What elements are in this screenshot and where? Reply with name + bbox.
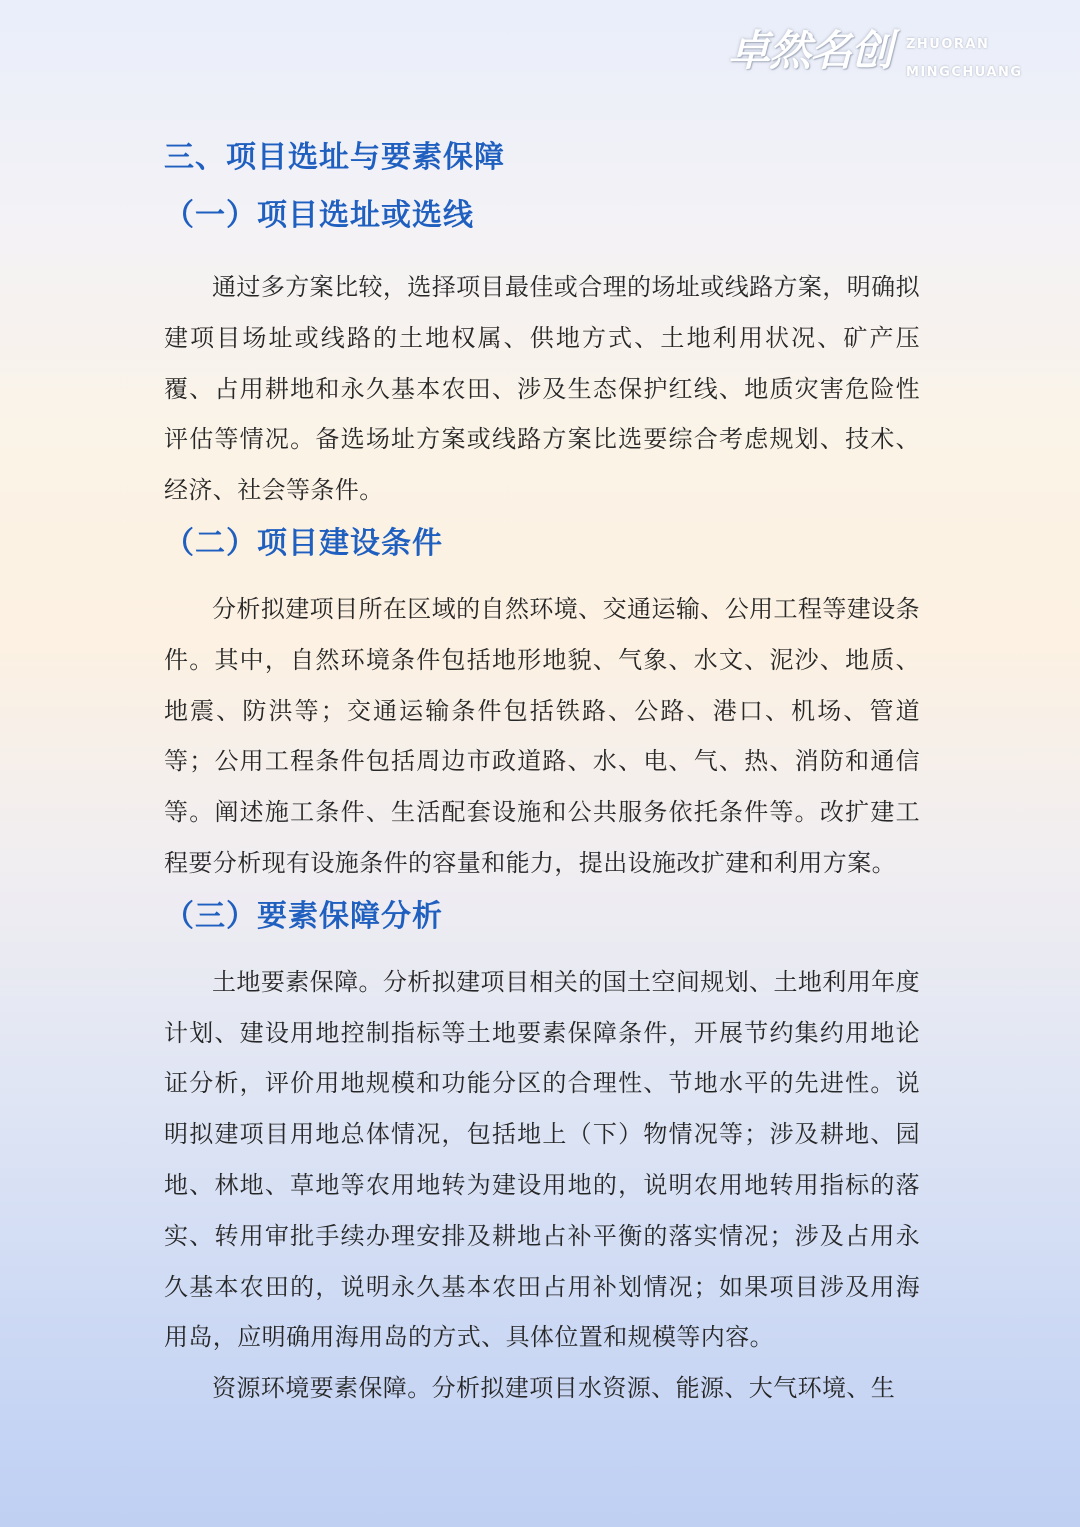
section-title: 三、项目选址与要素保障 (164, 140, 505, 175)
paragraph-construction-conditions: 分析拟建项目所在区域的自然环境、交通运输、公用工程等建设条件。其中，自然环境条件包括地形地貌、气象、水文、泥沙、地质、地震、防洪等；交通运输条件包括铁路、公路、港口、机场、管道等；公用工程条件包括周边市政道路、水、电、气、热、消防和通信等。阐述施工条件、生活配套设施和公共服务依托条件等。改扩建工程要分析现有设施条件的容量和能力，提出设施改扩建和利用方案。 (164, 594, 920, 877)
document-body (164, 136, 920, 1414)
paragraph-site-selection: 通过多方案比较，选择项目最佳或合理的场址或线路方案，明确拟建项目场址或线路的土地权属、供地方式、土地利用状况、矿产压覆、占用耕地和永久基本农田、涉及生态保护红线、地质灾害危险性评估等情况。备选场址方案或线路方案比选要综合考虑规划、技术、经济、社会等条件。 (164, 273, 920, 505)
paragraph-land-factor: 土地要素保障。分析拟建项目相关的国土空间规划、土地利用年度计划、建设用地控制指标等土地要素保障条件，开展节约集约用地论证分析，评价用地规模和功能分区的合理性、节地水平的先进性。说明拟建项目用地总体情况，包括地上（下）物情况等；涉及耕地、园地、林地、草地等农用地转为建设用地的，说明农用地转用指标的落实、转用审批手续办理安排及耕地占补平衡的落实情况；涉及占用永久基本农田的，说明永久基本农田占用补划情况；如果项目涉及用海用岛，应明确用海用岛的方式、具体位置和规模等内容。 (164, 967, 920, 1352)
subsection-title-3: （三）要素保障分析 (164, 898, 443, 934)
subsection-title-2: （二）项目建设条件 (164, 525, 443, 561)
brand-name-en-line1: ZHUORAN (906, 37, 990, 52)
brand-name-cn: 卓然名创 (728, 26, 893, 75)
brand-name-en-line2: MINGCHUANG (906, 65, 1023, 80)
brand-logo (728, 28, 1058, 88)
subsection-title-1: （一）项目选址或选线 (164, 198, 474, 233)
paragraph-resource-environment: 资源环境要素保障。分析拟建项目水资源、能源、大气环境、生 (212, 1374, 896, 1403)
